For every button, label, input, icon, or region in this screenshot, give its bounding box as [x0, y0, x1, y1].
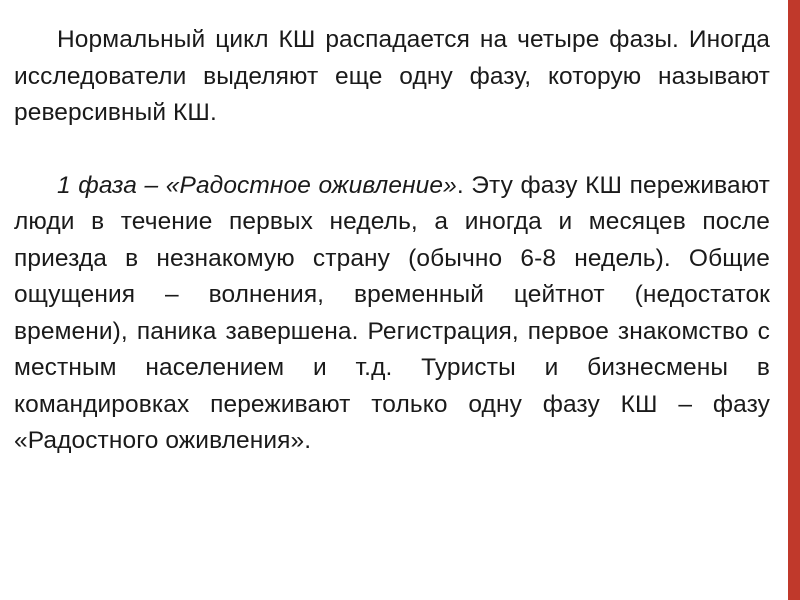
accent-bar: [788, 0, 800, 600]
phase-paragraph: [14, 168, 770, 460]
slide-body: [14, 22, 770, 460]
phase-title: 1 фаза – «Радостное оживление»: [57, 171, 457, 199]
phase-description: . Эту фазу КШ переживают люди в течение первых недель, а иногда и месяцев после приезда в незнакомую страну (обычно 6-8 недель). Общие ощущения – волнения, временный цейтнот (недостаток времени), паника завершена. Регистрация, первое знакомство с местным населением и т.д. Туристы и бизнесмены в командировках переживают только одну фазу КШ – фазу «Радостного оживления».: [14, 171, 770, 454]
intro-paragraph: Нормальный цикл КШ распадается на четыре фазы. Иногда исследователи выделяют еще одну фазу, которую называют реверсивный КШ.: [14, 26, 770, 126]
